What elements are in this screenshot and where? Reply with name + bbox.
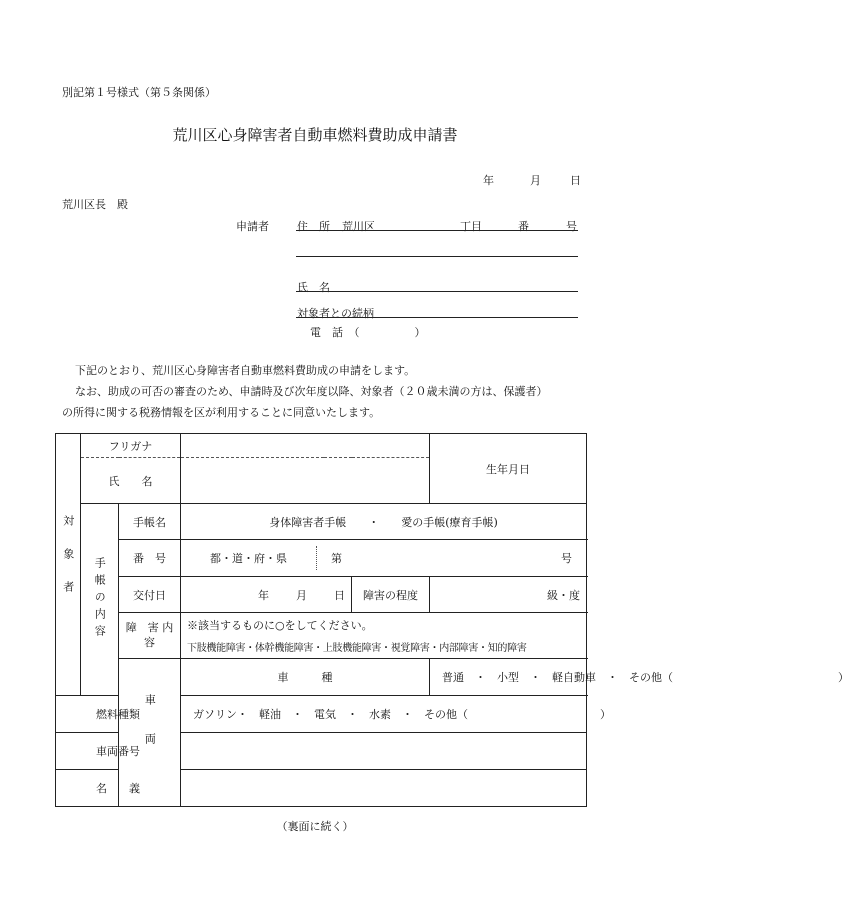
issue-date-field[interactable] <box>181 577 352 613</box>
vehicle-type-options[interactable]: 普通 ・ 小型 ・ 軽自動車 ・ その他（ ） <box>430 659 587 696</box>
birth-label: 生年月日 <box>430 434 587 504</box>
applicant-name-line[interactable] <box>296 291 578 292</box>
applicant-label: 申請者 <box>236 220 269 233</box>
date-year-label: 年 <box>483 174 494 187</box>
address-line[interactable] <box>296 230 578 231</box>
subject-name-label: 氏 名 <box>81 458 181 504</box>
vehicle-type-label: 車 種 <box>181 659 430 696</box>
application-table <box>55 433 849 807</box>
degree-field[interactable]: 級・度 <box>430 577 587 613</box>
disability-field[interactable] <box>181 613 587 659</box>
disability-note: ※該当するものに○をしてください。 <box>187 619 373 632</box>
relation-label: 対象者との続柄 <box>297 307 374 320</box>
disability-options[interactable]: 下肢機能障害・体幹機能障害・上肢機能障害・視覚障害・内部障害・知的障害 <box>187 643 527 654</box>
issue-day: 日 <box>334 588 346 602</box>
issue-month: 月 <box>296 588 308 602</box>
number-field[interactable] <box>181 540 587 577</box>
issue-date-label: 交付日 <box>119 577 181 613</box>
subject-group-label: 対象者 <box>56 434 81 696</box>
relation-line[interactable] <box>296 317 578 318</box>
phone-label: 電 話 （ ） <box>310 326 426 339</box>
plate-number-label: 車両番号 <box>56 733 181 770</box>
form-number: 別記第１号様式（第５条関係） <box>62 86 216 99</box>
owner-field[interactable] <box>181 770 587 807</box>
owner-label: 名 義 <box>56 770 181 807</box>
techo-name-label: 手帳名 <box>119 504 181 540</box>
furigana-field[interactable] <box>181 434 430 458</box>
address-line-2[interactable] <box>296 256 578 257</box>
vehicle-group-label: 車両 <box>119 659 181 807</box>
continued-note: （裏面に続く） <box>276 820 354 833</box>
techo-name-options[interactable]: 身体障害者手帳 ・ 愛の手帳(療育手帳) <box>181 504 587 540</box>
address-chome: 丁目 <box>460 220 482 233</box>
number-label: 番 号 <box>119 540 181 577</box>
applicant-name-label: 氏 名 <box>297 281 330 294</box>
furigana-label: フリガナ <box>81 434 181 458</box>
date-month-label: 月 <box>530 174 541 187</box>
techo-group-label: 手帳の内容 <box>81 504 119 696</box>
page-title: 荒川区心身障害者自動車燃料費助成申請書 <box>172 126 458 144</box>
body-paragraph-3: の所得に関する税務情報を区が利用することに同意いたします。 <box>62 406 381 419</box>
issue-year: 年 <box>258 588 270 602</box>
fuel-type-options[interactable]: ガソリン・ 軽油 ・ 電気 ・ 水素 ・ その他（ ） <box>181 696 587 733</box>
address-label: 住 所 <box>297 220 330 233</box>
date-day-label: 日 <box>570 174 581 187</box>
addressee: 荒川区長 殿 <box>62 198 128 211</box>
subject-name-field[interactable] <box>181 458 430 504</box>
address-banchi: 番 <box>518 220 529 233</box>
address-go: 号 <box>566 220 577 233</box>
prefecture-options[interactable]: 都・道・府・県 <box>210 552 288 565</box>
body-paragraph-2: なお、助成の可否の審査のため、申請時及び次年度以降、対象者（２０歳未満の方は、保護者） <box>75 385 548 398</box>
disability-label: 障 害 内 容 <box>119 613 181 659</box>
number-dai: 第 <box>331 552 343 565</box>
degree-label: 障害の程度 <box>352 577 430 613</box>
number-go: 号 <box>561 552 573 565</box>
body-paragraph-1: 下記のとおり、荒川区心身障害者自動車燃料費助成の申請をします。 <box>75 364 416 377</box>
fuel-type-label: 燃料種類 <box>56 696 181 733</box>
address-prefix: 荒川区 <box>342 220 375 233</box>
plate-number-field[interactable] <box>181 733 587 770</box>
